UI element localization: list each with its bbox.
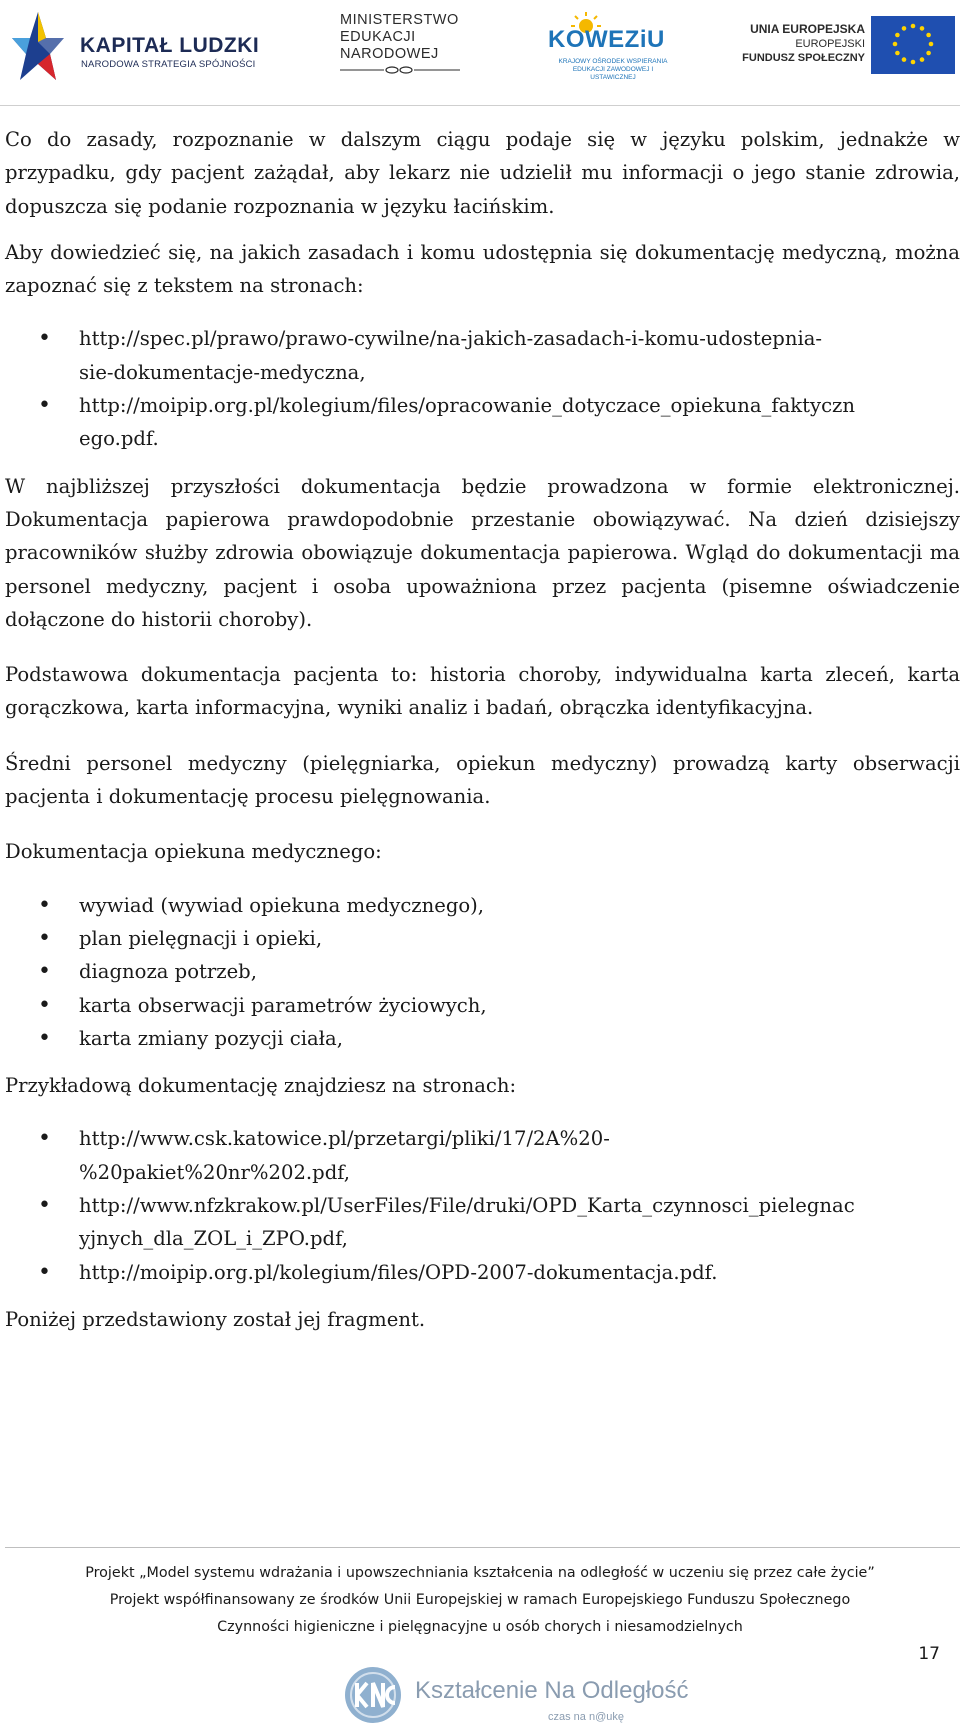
link-text-line[interactable]: %20pakiet%20nr%202.pdf,	[79, 1160, 351, 1184]
paragraph-access-info: Aby dowiedzieć się, na jakich zasadach i komu udostępnia się dokumentację medyczną, można zapoznać się z tekstem na stronach:	[5, 240, 960, 298]
men-emblem-icon	[340, 65, 460, 75]
kapital-ludzki-star-icon	[10, 8, 66, 84]
page-header	[0, 0, 960, 106]
list-item: • karta obserwacji parametrów życiowych,	[5, 989, 960, 1022]
list-item[interactable]	[5, 1122, 960, 1189]
page-footer	[0, 1560, 960, 1641]
footer-project-line: Projekt „Model systemu wdrażania i upowszechniania kształcenia na odległość w uczeniu się przez całe życie”	[85, 1565, 875, 1581]
koweziu-tagline: KRAJOWY OŚRODEK WSPIERANIA EDUKACJI ZAWODOWEJ I USTAWICZNEJ	[558, 58, 668, 81]
paragraph-nursing-staff: Średni personel medyczny (pielęgniarka, opiekun medyczny) prowadzą karty obserwacji pacjenta i dokumentację procesu pielęgnowania.	[5, 751, 960, 809]
paragraph-electronic: W najbliższej przyszłości dokumentacja będzie prowadzona w formie elektronicznej. Dokumentacja papierowa prawdopodobnie przestanie obowiązywać. Na dzień dzisiejszy pracowników służby zdrowia obowiązuje dokumentacja papierowa. Wgląd do dokumentacji ma personel medyczny, pacjent i osoba upoważniona przez pacjenta (pisemne oświadczenie dołączone do historii choroby).	[5, 474, 960, 631]
link-text-line[interactable]: http://www.nfzkrakow.pl/UserFiles/File/druki/OPD_Karta_czynnosci_pielegnac	[79, 1194, 855, 1218]
links-list-examples	[5, 1122, 960, 1288]
paragraph-diagnosis: Co do zasady, rozpoznanie w dalszym ciągu podaje się w języku polskim, jednakże w przypadku, gdy pacjent zażądał, aby lekarz nie udzielił mu informacji o jego stanie zdrowia, dopuszcza się podanie rozpoznania w języku łacińskim.	[5, 128, 960, 218]
list-item[interactable]	[5, 1189, 960, 1256]
paragraph-caregiver-docs: Dokumentacja opiekuna medycznego:	[5, 840, 382, 864]
link-text-line[interactable]: ego.pdf.	[79, 427, 159, 451]
link-text-line[interactable]: sie-dokumentacje-medyczna,	[79, 360, 366, 384]
kapital-ludzki-logo	[8, 6, 258, 86]
link-text-line[interactable]: yjnych_dla_ZOL_i_ZPO.pdf,	[79, 1227, 348, 1251]
links-list-access	[5, 322, 960, 455]
kno-logo-text: Kształcenie Na Odległość	[415, 1677, 689, 1704]
list-item: • plan pielęgnacji i opieki,	[5, 922, 960, 955]
eu-line-3: FUNDUSZ SPOŁECZNY	[742, 52, 865, 64]
men-line-1: MINISTERSTWO	[340, 12, 459, 28]
eu-logo	[740, 14, 955, 78]
kapital-ludzki-title: KAPITAŁ LUDZKI	[80, 34, 260, 57]
kno-logo-subtitle: czas na n@ukę	[548, 1711, 624, 1723]
page-number: 17	[918, 1644, 940, 1664]
document-body	[5, 123, 960, 1336]
footer-funding-line: Projekt współfinansowany ze środków Unii Europejskiej w ramach Europejskiego Funduszu Społecznego	[109, 1592, 851, 1608]
men-line-3: NARODOWEJ	[340, 46, 439, 62]
eu-text	[742, 22, 865, 65]
paragraph-fragment: Poniżej przedstawiony został jej fragment.	[5, 1307, 426, 1331]
list-item[interactable]	[5, 389, 960, 456]
link-text-line[interactable]: http://moipip.org.pl/kolegium/files/OPD-2007-dokumentacja.pdf.	[79, 1260, 718, 1284]
kapital-ludzki-subtitle: NARODOWA STRATEGIA SPÓJNOŚCI	[81, 59, 256, 70]
men-line-2: EDUKACJI	[340, 29, 416, 45]
kno-logo-icon	[343, 1665, 403, 1725]
footer-divider	[5, 1547, 960, 1548]
eu-flag-icon	[871, 16, 955, 74]
koweziu-logo	[545, 8, 675, 84]
link-text-line[interactable]: http://moipip.org.pl/kolegium/files/opracowanie_dotyczace_opiekuna_faktyczn	[79, 394, 855, 418]
paragraph-examples: Przykładową dokumentację znajdziesz na stronach:	[5, 1074, 517, 1098]
paragraph-basic-docs: Podstawowa dokumentacja pacjenta to: historia choroby, indywidualna karta zleceń, karta gorączkowa, karta informacyjna, wyniki analiz i badań, obrączka identyfikacyjna.	[5, 663, 960, 720]
caregiver-docs-list	[5, 889, 960, 1055]
footer-course-line: Czynności higieniczne i pielęgnacyjne u osób chorych i niesamodzielnych	[217, 1619, 743, 1635]
list-item: • diagnoza potrzeb,	[5, 955, 960, 988]
eu-line-1: UNIA EUROPEJSKA	[750, 22, 865, 36]
koweziu-name: KOWEZiU	[548, 26, 665, 53]
eu-line-2: EUROPEJSKI	[795, 38, 865, 50]
list-item: • karta zmiany pozycji ciała,	[5, 1022, 960, 1055]
link-text-line[interactable]: http://www.csk.katowice.pl/przetargi/pliki/17/2A%20-	[79, 1127, 610, 1151]
list-item: • wywiad (wywiad opiekuna medycznego),	[5, 889, 960, 922]
list-item[interactable]	[5, 322, 960, 389]
men-logo	[340, 12, 480, 82]
ksztalcenie-logo	[343, 1665, 689, 1729]
list-item[interactable]	[5, 1256, 960, 1289]
link-text-line[interactable]: http://spec.pl/prawo/prawo-cywilne/na-jakich-zasadach-i-komu-udostepnia-	[79, 327, 823, 351]
